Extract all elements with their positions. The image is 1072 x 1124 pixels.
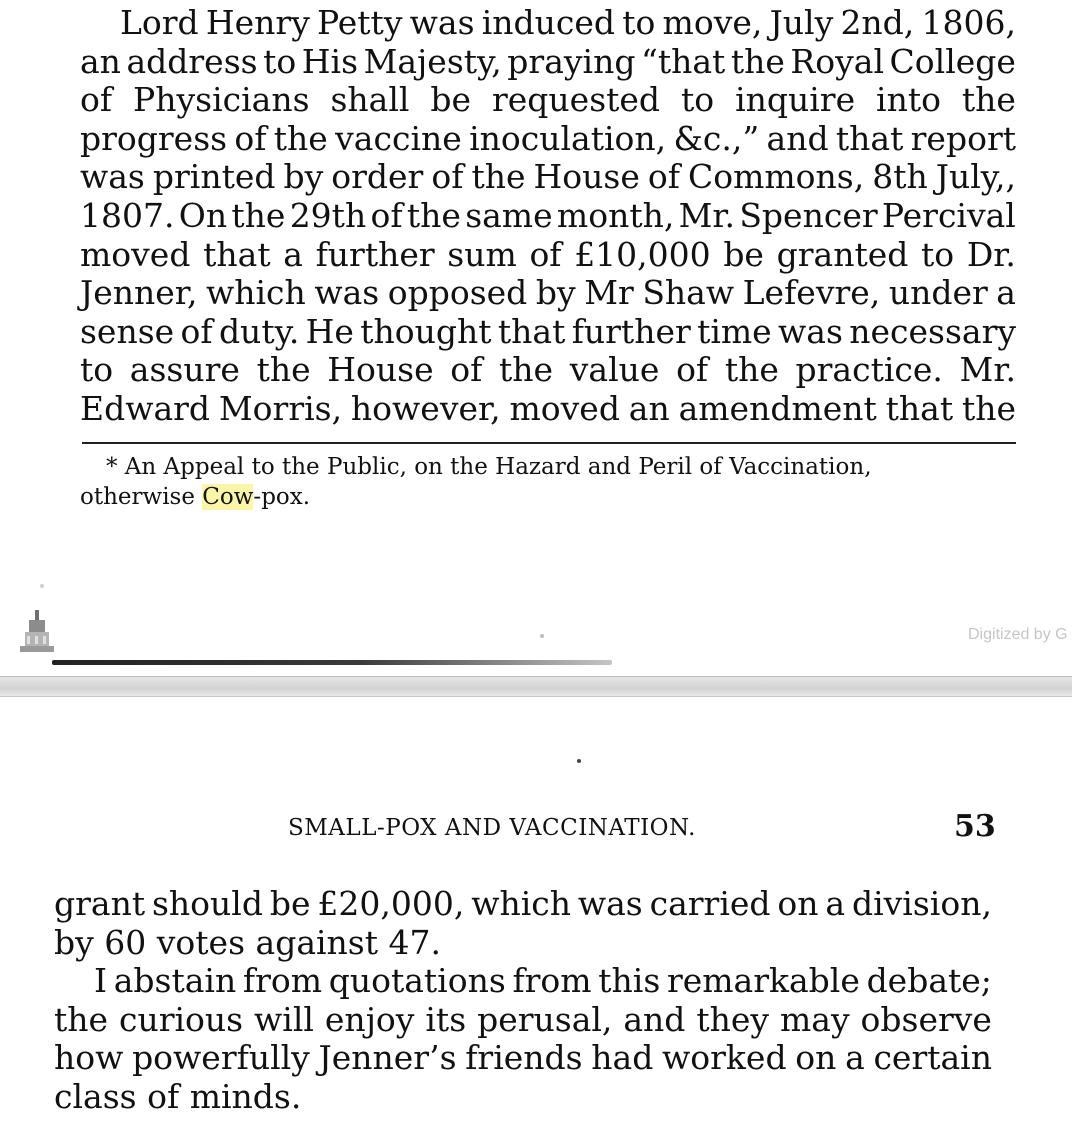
word: an [80, 41, 121, 81]
running-head: SMALL-POX AND VACCINATION. [288, 815, 696, 841]
word: moved [80, 234, 191, 274]
word: carried [649, 884, 771, 923]
word: and [766, 118, 829, 158]
word: further [315, 234, 435, 274]
word: of [370, 196, 403, 235]
word: Petty [317, 3, 403, 42]
word: Royal [790, 41, 885, 81]
word: that [497, 311, 566, 351]
word: On [178, 196, 228, 235]
scan-speck [577, 759, 581, 763]
word: July [769, 3, 834, 42]
word: class [54, 1077, 137, 1116]
scan-speck [540, 634, 544, 638]
word: time [697, 311, 772, 351]
word: was [314, 273, 380, 313]
word: to [622, 3, 656, 42]
scan-speck [40, 584, 44, 588]
word: was [778, 311, 843, 351]
lower-page-scan [0, 697, 1072, 1124]
word: Mr. [959, 350, 1016, 390]
word: that [885, 389, 954, 428]
word: should [151, 884, 263, 923]
word: into [876, 80, 941, 120]
word: of [180, 311, 213, 351]
word: may [779, 999, 850, 1039]
footnote-line-1: * An Appeal to the Public, on the Hazard and Peril of Vaccination, [106, 454, 872, 480]
word: by [283, 157, 324, 197]
text-line [80, 197, 1016, 235]
word: remarkable [666, 961, 860, 1001]
text-line [80, 351, 1016, 389]
word: quotations [328, 961, 506, 1001]
word: of [676, 350, 709, 390]
word: practice. [795, 350, 943, 390]
word: 2nd, [840, 3, 915, 42]
word: to [80, 350, 114, 390]
word: debate; [866, 961, 992, 1001]
word: Morris, [218, 389, 343, 428]
word: July,, [935, 157, 1016, 197]
word: order [331, 157, 424, 197]
word: was [80, 157, 145, 197]
word: the [471, 157, 526, 197]
word: granted [776, 234, 909, 274]
word: grant [54, 884, 146, 923]
word: its [425, 999, 467, 1039]
word: of [80, 80, 113, 120]
word: Dr. [966, 234, 1016, 274]
text-line [80, 120, 1016, 158]
digitized-watermark: Digitized by G [968, 626, 1068, 643]
word: a [825, 884, 846, 923]
word: a [283, 234, 303, 274]
word: duty. [218, 311, 300, 351]
text-line [80, 313, 1016, 351]
text-line [54, 924, 441, 962]
word: of [147, 1077, 180, 1116]
word: “that [640, 41, 726, 81]
word: on [777, 884, 819, 923]
word: inquire [735, 80, 856, 120]
word: of [529, 234, 562, 274]
word: move, [662, 3, 763, 42]
word: of [431, 157, 464, 197]
word: £10,000 [574, 234, 711, 274]
word: a [996, 273, 1016, 313]
text-line [80, 43, 1016, 81]
text-line [120, 4, 1016, 42]
page-number: 53 [954, 809, 996, 844]
word: the [54, 999, 109, 1039]
word: on [795, 1038, 837, 1078]
word: same [465, 196, 553, 235]
word: the [724, 350, 779, 390]
footnote-text-before: otherwise [80, 484, 203, 510]
text-line [94, 962, 992, 1000]
word: the [961, 389, 1016, 428]
word: 1806, [921, 3, 1016, 42]
word: friends [465, 1038, 583, 1078]
word: Lefevre, [742, 273, 881, 313]
word: powerfully [132, 1038, 310, 1078]
search-highlight: Cow [202, 484, 254, 510]
text-line [80, 236, 1016, 274]
word: address [126, 41, 258, 81]
word: enjoy [324, 999, 415, 1039]
word: certain [873, 1038, 992, 1078]
word: Lord [120, 3, 199, 42]
word: votes [156, 922, 246, 962]
word: Spencer [739, 196, 878, 235]
word: that [203, 234, 271, 274]
word: shall [330, 80, 410, 120]
word: of [647, 157, 680, 197]
word: further [571, 311, 691, 351]
word: amendment [678, 389, 877, 428]
word: to [921, 234, 955, 274]
word: a [845, 1038, 865, 1078]
word: thought [360, 311, 492, 351]
word: observe [860, 999, 992, 1039]
word: He [305, 311, 354, 351]
word: value [569, 350, 660, 390]
word: report [910, 118, 1016, 158]
word: necessary [849, 311, 1016, 351]
word: moved [509, 389, 620, 428]
text-line [80, 390, 1016, 428]
word: the [231, 196, 286, 235]
word: 1807. [80, 196, 175, 235]
text-line [80, 81, 1016, 119]
word: which [471, 884, 571, 923]
word: sense [80, 311, 175, 351]
word: perusal, [477, 999, 613, 1039]
word: which [205, 273, 306, 313]
word: however, [350, 389, 501, 428]
word: I [94, 961, 108, 1001]
word: this [598, 961, 661, 1001]
word: induced [481, 3, 616, 42]
word: will [254, 999, 314, 1039]
word: an [628, 389, 670, 428]
text-line [80, 274, 1016, 312]
footnote-text-after: -pox. [253, 484, 311, 510]
word: His [301, 41, 359, 81]
word: abstain [113, 961, 237, 1001]
word: printed [152, 157, 276, 197]
word: assure [129, 350, 240, 390]
word: Physicians [133, 80, 310, 120]
word: the [406, 196, 461, 235]
word: of [234, 118, 267, 158]
word: had [591, 1038, 654, 1078]
text-line [54, 885, 992, 923]
word: Commons, [687, 157, 865, 197]
word: the [256, 350, 311, 390]
word: minds. [189, 1077, 302, 1116]
word: Henry [205, 3, 310, 42]
word: be [723, 234, 764, 274]
word: House [327, 350, 434, 390]
word: from [242, 961, 323, 1001]
word: inoculation, [469, 118, 667, 158]
word: to [263, 41, 297, 81]
word: that [835, 118, 904, 158]
text-line [54, 1078, 301, 1116]
page-separator [0, 676, 1072, 697]
text-line [54, 1039, 992, 1077]
word: the [273, 118, 328, 158]
word: 47. [388, 922, 441, 962]
word: Shaw [642, 273, 735, 313]
word: be [269, 884, 311, 923]
word: requested [491, 80, 661, 120]
word: &c.,” [673, 118, 760, 158]
word: Mr. [678, 196, 736, 235]
footnote-rule [82, 442, 1016, 444]
word: be [430, 80, 472, 120]
word: was [409, 3, 475, 42]
word: Majesty, [363, 41, 502, 81]
word: Jenner’s [318, 1038, 457, 1078]
word: sum [447, 234, 517, 274]
word: month, [556, 196, 675, 235]
word: praying [507, 41, 636, 81]
word: how [54, 1038, 124, 1078]
word: worked [662, 1038, 787, 1078]
word: under [888, 273, 988, 313]
word: by [54, 922, 94, 962]
word: 8th [872, 157, 928, 197]
word: curious [118, 999, 244, 1039]
footnote-line-2 [80, 482, 310, 512]
word: Percival [881, 196, 1016, 235]
word: progress [80, 118, 228, 158]
word: 60 [104, 922, 147, 962]
word: House [533, 157, 640, 197]
word: Jenner, [80, 273, 198, 313]
text-line [80, 158, 1016, 196]
word: against [255, 922, 379, 962]
word: the [961, 80, 1016, 120]
word: from [512, 961, 592, 1001]
scan-edge-shadow [52, 660, 612, 665]
word: they [696, 999, 770, 1039]
word: Mr [584, 273, 634, 313]
word: the [499, 350, 554, 390]
word: 29th [289, 196, 367, 235]
library-stamp-icon [16, 608, 58, 654]
word: £20,000, [317, 884, 465, 923]
word: College [889, 41, 1016, 81]
word: of [450, 350, 483, 390]
word: opposed [387, 273, 528, 313]
word: by [535, 273, 576, 313]
word: to [680, 80, 715, 120]
word: the [730, 41, 785, 81]
word: Edward [80, 389, 211, 428]
word: was [577, 884, 643, 923]
word: and [623, 999, 686, 1039]
word: division, [851, 884, 992, 923]
word: vaccine [335, 118, 462, 158]
text-line [54, 1001, 992, 1039]
